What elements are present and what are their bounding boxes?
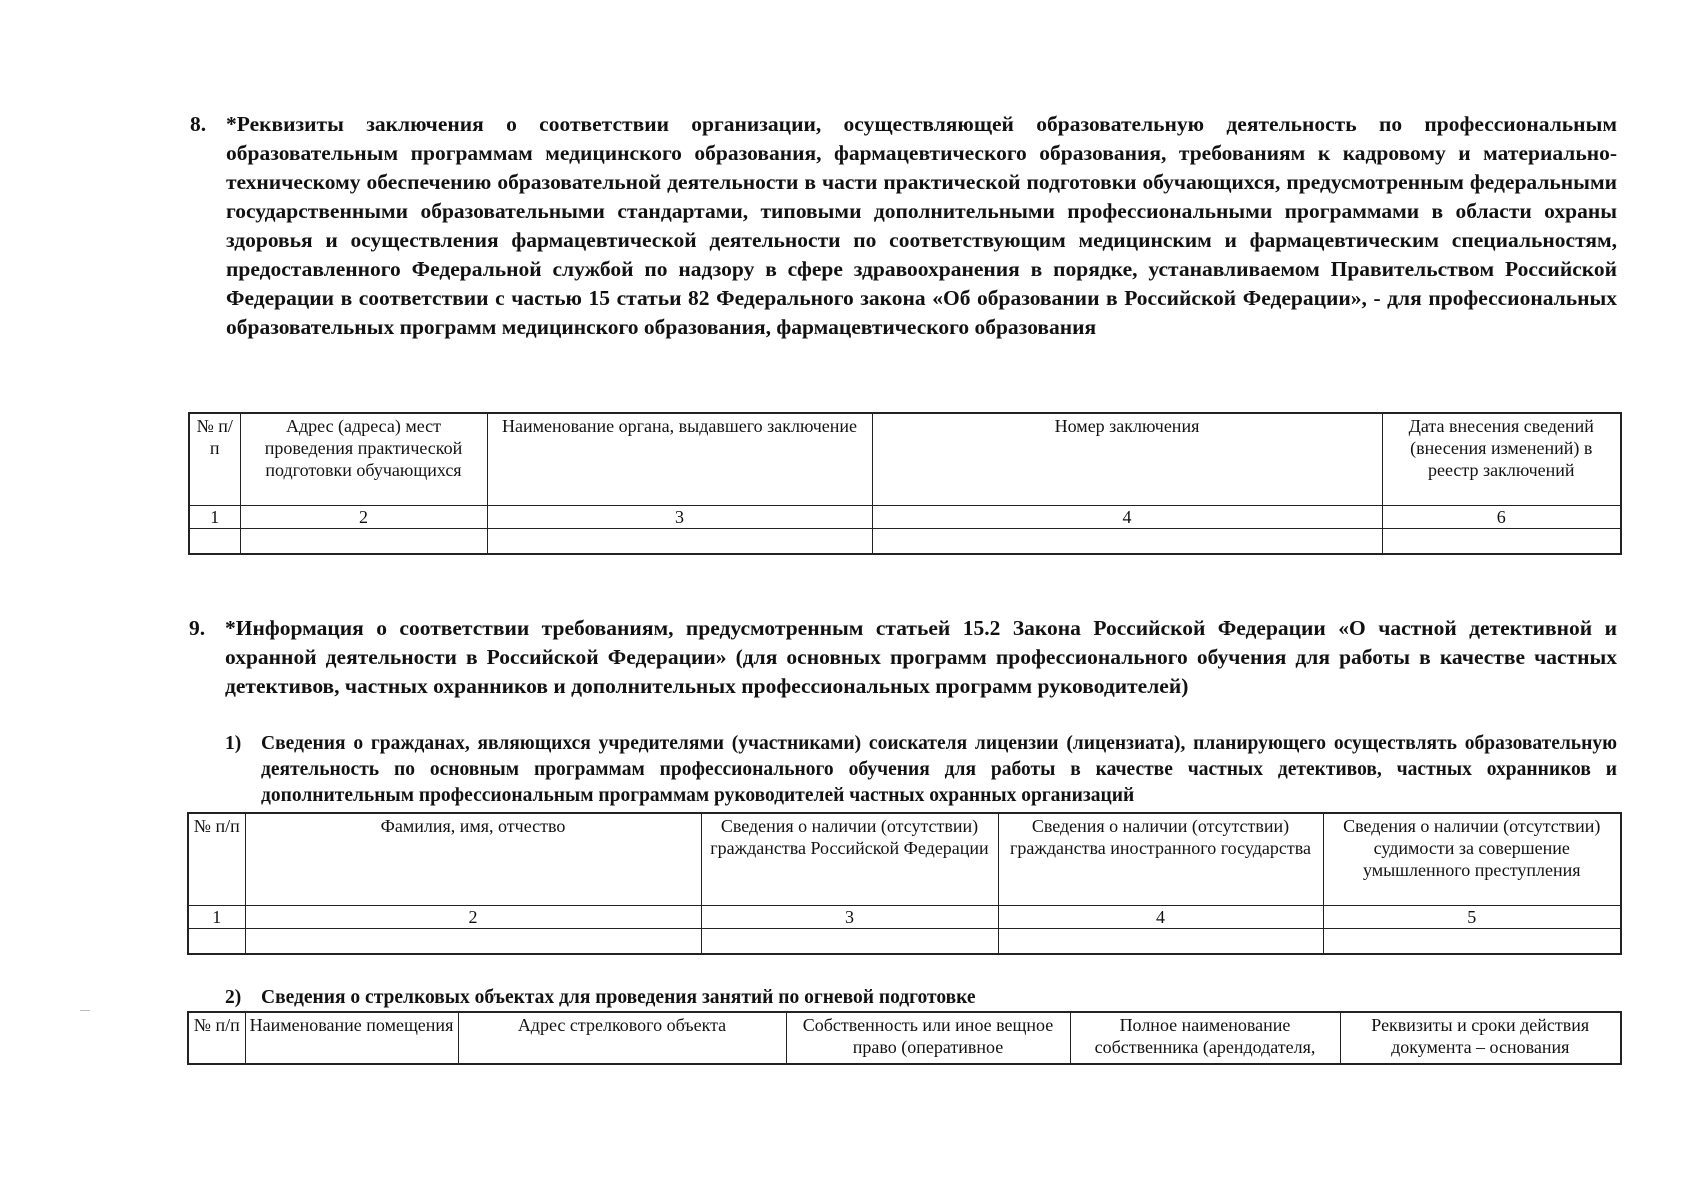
header-cell: № п/п <box>188 1012 245 1064</box>
header-cell: Сведения о наличии (отсутствии) гражданства иностранного государства <box>998 813 1323 905</box>
section-9-number: 9. <box>189 616 206 640</box>
section-8-text: *Реквизиты заключения о соответствии организации, осуществляющей образовательную деятельность по профессиональным образовательным программам медицинского образования, фармацевтического образования, требованиям к кадровому и материально-техническому обеспечению образовательной деятельности в части практической подготовки обучающихся, предусмотренным федеральными государственными образовательными стандартами, типовыми дополнительными профессиональными программами в области охраны здоровья и осуществления фармацевтической деятельности по соответствующим медицинским и фармацевтическим специальностям, предоставленного Федеральной службой по надзору в сфере здравоохранения в порядке, устанавливаемом Правительством Российской Федерации в соответствии с частью 15 статьи 82 Федерального закона «Об образовании в Российской Федерации», - для профессиональных образовательных программ медицинского образования, фармацевтического образования <box>226 112 1617 339</box>
table-row <box>188 928 1621 954</box>
index-cell: 6 <box>1382 505 1621 528</box>
section-9 <box>189 614 1617 701</box>
subsection-1-text: Сведения о гражданах, являющихся учредителями (участниками) соискателя лицензии (лицензиата), планирующего осуществлять образовательную деятельность по основным программам профессионального обучения для работы в качестве частных детективов, частных охранников и дополнительным профессиональным программам руководителей частных охранных организаций <box>261 733 1617 806</box>
subsection-2 <box>225 985 1617 1011</box>
header-cell: Фамилия, имя, отчество <box>245 813 701 905</box>
scan-mark <box>80 1010 90 1011</box>
subsection-1-number: 1) <box>225 733 242 754</box>
empty-cell <box>701 928 998 954</box>
header-cell: Наименование органа, выдавшего заключение <box>487 413 872 505</box>
subsection-2-number: 2) <box>225 987 242 1008</box>
empty-cell <box>1323 928 1621 954</box>
shooting-facilities-table <box>187 1011 1622 1065</box>
empty-cell <box>188 928 245 954</box>
header-cell: Адрес стрелкового объекта <box>458 1012 786 1064</box>
header-cell: Наименование помещения <box>245 1012 458 1064</box>
index-cell: 4 <box>998 905 1323 928</box>
section-8-number: 8. <box>190 112 207 136</box>
table-row <box>188 905 1621 928</box>
index-cell: 1 <box>189 505 240 528</box>
subsection-1 <box>225 731 1617 809</box>
header-cell: Сведения о наличии (отсутствии) судимости за совершение умышленного преступления <box>1323 813 1621 905</box>
header-cell: Сведения о наличии (отсутствии) гражданства Российской Федерации <box>701 813 998 905</box>
section-8 <box>190 110 1617 342</box>
header-cell: Полное наименование собственника (арендодателя, <box>1070 1012 1340 1064</box>
index-cell: 1 <box>188 905 245 928</box>
empty-cell <box>998 928 1323 954</box>
empty-cell <box>189 528 240 554</box>
index-cell: 5 <box>1323 905 1621 928</box>
header-cell: Реквизиты и сроки действия документа – основания <box>1340 1012 1621 1064</box>
index-cell: 3 <box>701 905 998 928</box>
empty-cell <box>1382 528 1621 554</box>
header-cell: Номер заключения <box>872 413 1382 505</box>
index-cell: 2 <box>240 505 487 528</box>
index-cell: 3 <box>487 505 872 528</box>
header-cell: Адрес (адреса) мест проведения практической подготовки обучающихся <box>240 413 487 505</box>
empty-cell <box>240 528 487 554</box>
empty-cell <box>245 928 701 954</box>
empty-cell <box>487 528 872 554</box>
header-cell: № п/п <box>189 413 240 505</box>
subsection-2-text: Сведения о стрелковых объектах для проведения занятий по огневой подготовке <box>261 987 976 1008</box>
founders-table <box>187 812 1622 955</box>
header-cell: № п/п <box>188 813 245 905</box>
conclusion-table <box>188 412 1622 555</box>
header-cell: Дата внесения сведений (внесения изменений) в реестр заключений <box>1382 413 1621 505</box>
section-9-text: *Информация о соответствии требованиям, предусмотренным статьей 15.2 Закона Российской Федерации «О частной детективной и охранной деятельности в Российской Федерации» (для основных программ профессионального обучения для работы в качестве частных детективов, частных охранников и дополнительных профессиональных программ руководителей) <box>225 616 1617 698</box>
table-row <box>189 528 1621 554</box>
table-row <box>189 505 1621 528</box>
empty-cell <box>872 528 1382 554</box>
header-cell: Собственность или иное вещное право (оперативное <box>786 1012 1070 1064</box>
index-cell: 4 <box>872 505 1382 528</box>
index-cell: 2 <box>245 905 701 928</box>
